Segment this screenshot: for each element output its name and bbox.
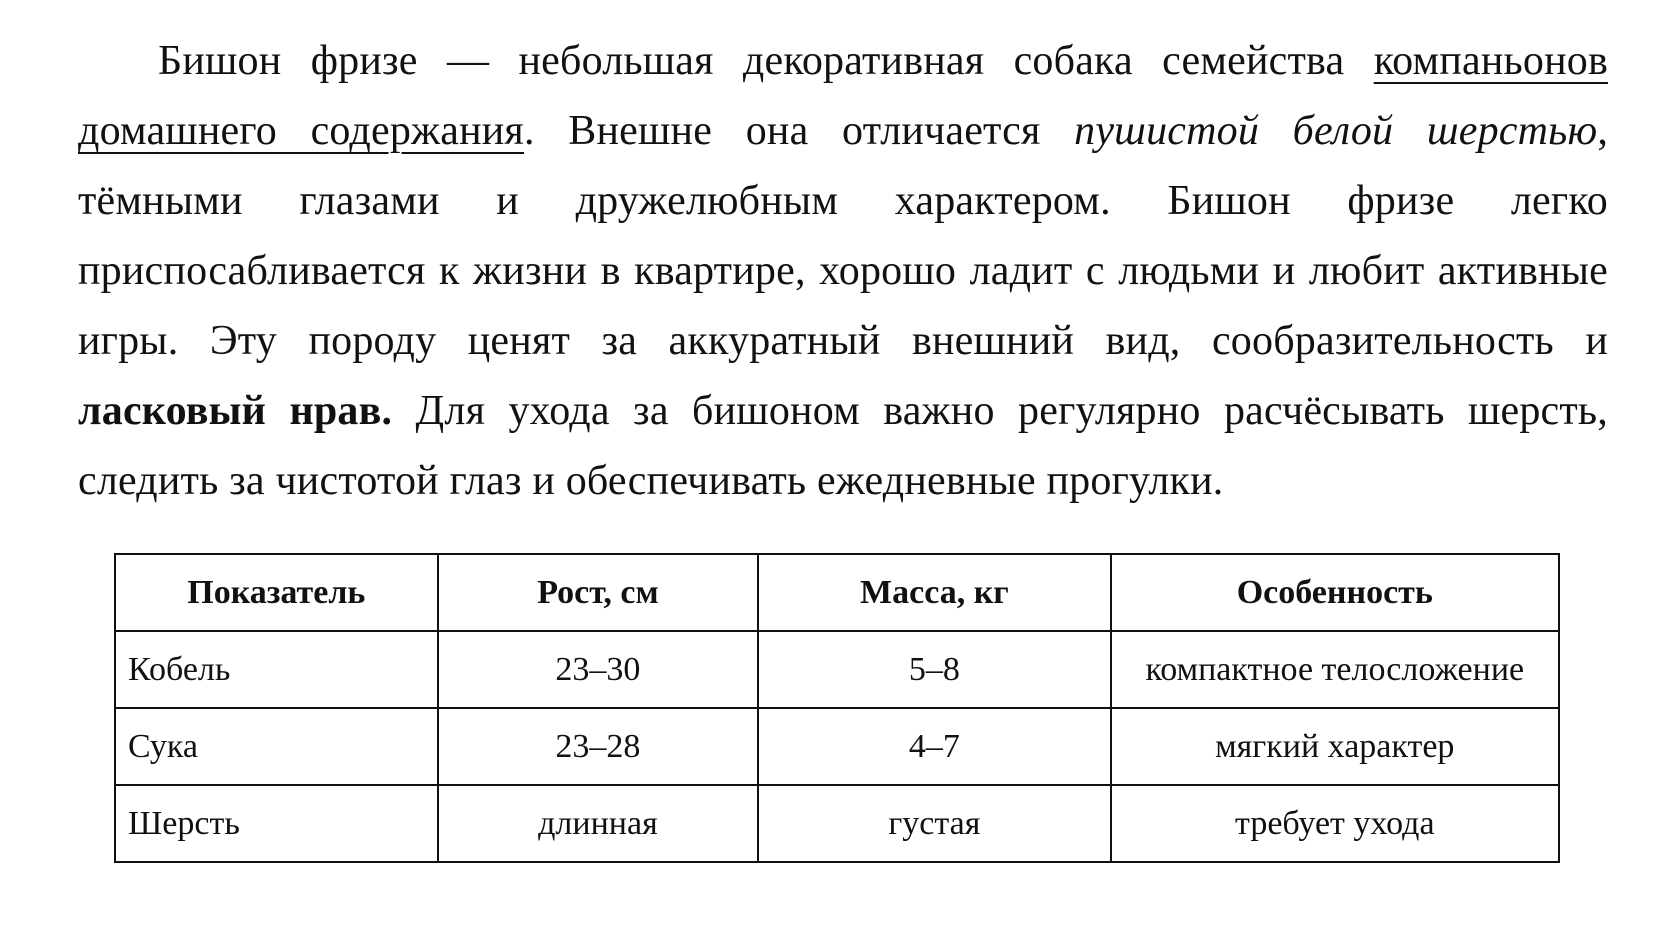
paragraph-text-end: Для ухода за бишоном важно регулярно расчёсывать шерсть, следить за чистотой глаз и обеспечивать ежедневные прогулки. [78, 388, 1608, 504]
table-header-row [115, 554, 1559, 631]
table-cell: Кобель [115, 631, 438, 708]
table-row [115, 785, 1559, 862]
header-weight: Масса, кг [758, 554, 1110, 631]
underlined-phrase: компаньонов домашнего содержания [78, 38, 1608, 154]
paragraph-text: , тёмными глазами и дружелюбным характером. Бишон фризе легко приспосабливается к жизни в квартире, хорошо ладит с людьми и любит активные игры. Эту породу ценят за аккуратный внешний вид, сообразительность и [78, 108, 1609, 364]
breed-table [114, 553, 1560, 863]
table-cell: Сука [115, 708, 438, 785]
table-cell: 4–7 [758, 708, 1110, 785]
table-cell: требует ухода [1111, 785, 1559, 862]
table-cell: Шерсть [115, 785, 438, 862]
bold-phrase: ласковый нрав. [78, 388, 393, 434]
table-cell: компактное телосложение [1111, 631, 1559, 708]
table-cell: 23–28 [438, 708, 759, 785]
table-row [115, 708, 1559, 785]
header-indicator: Показатель [115, 554, 438, 631]
table-cell: 23–30 [438, 631, 759, 708]
table-row [115, 631, 1559, 708]
header-height: Рост, см [438, 554, 759, 631]
table-cell: 5–8 [758, 631, 1110, 708]
table-cell: густая [758, 785, 1110, 862]
paragraph-text: . Внешне она отличается [523, 108, 1075, 154]
header-feature: Особенность [1111, 554, 1559, 631]
body-paragraph [78, 26, 1608, 516]
table-cell: длинная [438, 785, 759, 862]
italic-phrase: пушистой белой шерстью [1074, 108, 1598, 154]
paragraph-text-start: Бишон фризе — небольшая декоративная собака семейства [158, 38, 1374, 84]
table-cell: мягкий характер [1111, 708, 1559, 785]
